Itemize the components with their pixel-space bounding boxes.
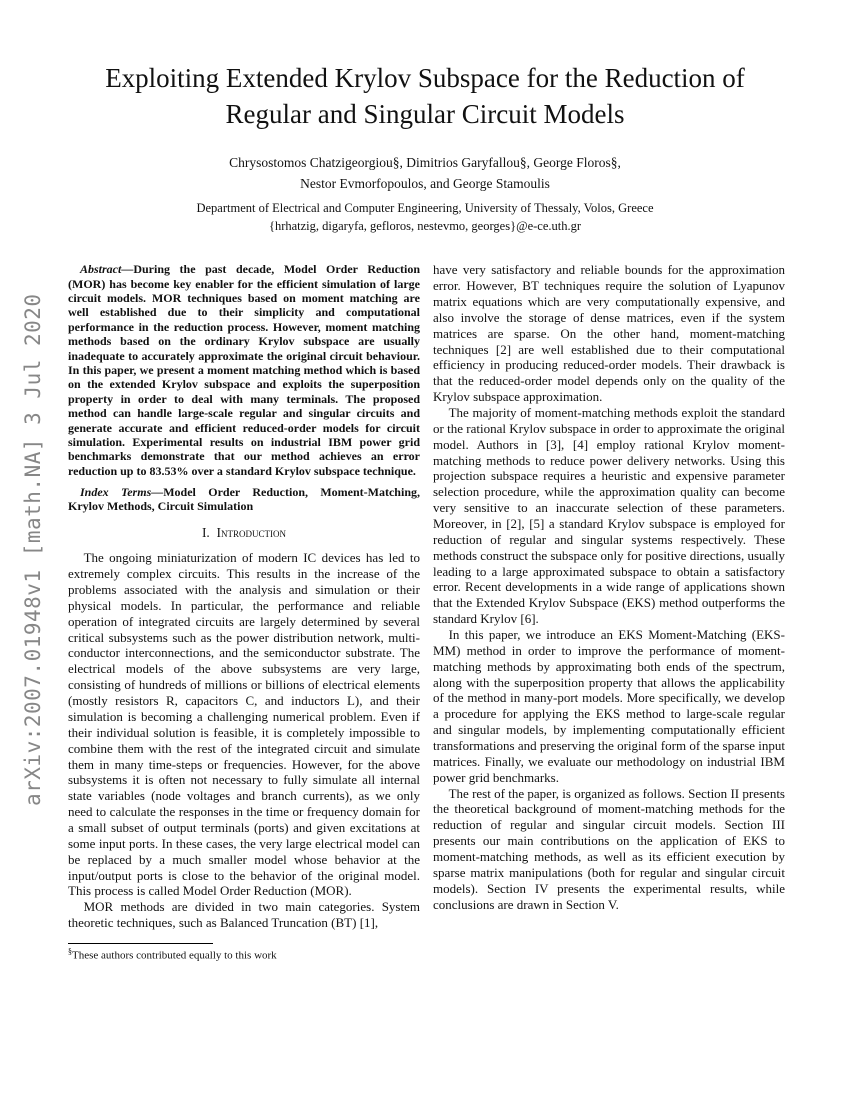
two-column-body — [0, 236, 850, 963]
arxiv-watermark: arXiv:2007.01948v1 [math.NA] 3 Jul 2020 — [21, 293, 45, 807]
index-terms — [68, 485, 420, 514]
abstract-text: During the past decade, Model Order Reduction (MOR) has become key enabler for the efficient simulation of large circuit models. MOR techniques based on moment matching are well established due to their simplicity and computational performance in the reduction process. However, moment matching methods based on the ordinary Krylov subspace are usually inadequate to accurately approximate the original circuit behaviour. In this paper, we present a moment matching method which is based on the extended Krylov subspace and exploits the superposition property in order to deal with many terminals. The proposed method can handle large-scale regular and singular circuits and generate accurate and efficient reduced-order models for circuit simulation. Experimental results on industrial IBM power grid benchmarks demonstrate that our method achieves an error reduction up to 83.53% over a standard Krylov subspace technique. — [68, 262, 420, 478]
right-paragraph-4: The rest of the paper, is organized as follows. Section II presents the theoretical background of moment-matching methods for the reduction of regular and singular circuit models. Section III presents our main contributions on the application of EKS to moment-matching methods, as well as its efficient execution by sparse matrix manipulations (both for regular and singular circuit models). Section IV presents the experimental results, while conclusions are drawn in Section V. — [433, 785, 785, 912]
index-terms-text: Model Order Reduction, Moment-Matching, Krylov Methods, Circuit Simulation — [68, 485, 420, 514]
index-terms-lead: Index Terms— — [80, 485, 164, 500]
footnote-text: These authors contributed equally to this work — [72, 949, 277, 962]
right-paragraph-2: The majority of moment-matching methods exploit the standard or the rational Krylov subspace in order to approximate the original model. Authors in [3], [4] employ rational Krylov moment-matching methods to reduce power delivery networks. Using this projection subspace requires a heuristic and expensive parameter selection procedure, while the approximation quality can become very sensitive to an inaccurate selection of these parameters. Moreover, in [2], [5] a standard Krylov subspace is employed for reduction of regular and singular systems respectively. These methods construct the subspace only for positive directions, usually leading to a large approximated subspace to obtain a satisfactory error. Recent developments in a wide range of applications shown that the Extended Krylov Subspace (EKS) method outperforms the standard Krylov [6]. — [433, 404, 786, 627]
footnote-marker: § — [68, 946, 72, 956]
affiliation: Department of Electrical and Computer Engineering, University of Thessaly, Volos, Greece — [196, 200, 654, 215]
footnote-rule — [68, 943, 213, 944]
section-heading-introduction: I. Introduction — [201, 524, 287, 540]
author-block — [0, 153, 850, 195]
authors-line-2: Nestor Evmorfopoulos, and George Stamoulis — [300, 175, 550, 191]
authors-line-1: Chrysostomos Chatzigeorgiou§, Dimitrios Garyfallou§, George Floros§, — [229, 154, 621, 170]
right-column — [433, 262, 785, 963]
right-paragraph-3: In this paper, we introduce an EKS Moment-Matching (EKS-MM) method in order to improve the performance of moment-matching methods by approximating both ends of the spectrum, along with the superposition property that allows the applicability of the method in many-port models. More specifically, we develop a procedure for applying the EKS method to large-scale regular and singular models, by implementing computationally efficient transformations and preserving the original form of the sparse input matrices. Finally, we evaluate our methodology on industrial IBM power grid benchmarks. — [433, 626, 785, 785]
paper-title: Exploiting Extended Krylov Subspace for the Reduction of Regular and Singular Circuit Models — [105, 63, 745, 130]
footnote — [68, 947, 420, 963]
intro-paragraph-2: MOR methods are divided in two main categories. System theoretic techniques, such as Balanced Truncation (BT) [1], — [68, 899, 420, 931]
intro-paragraph-1: The ongoing miniaturization of modern IC devices has led to extremely complex circuits. This results in the increase of the problems associated with the analysis and simulation or their physical models. In particular, the performance and reliable operation of integrated circuits are largely determined by several critical subsystems such as the power distribution network, multi-conductor interconnections, and the semiconductor substrate. The electrical models of the above subsystems are very large, consisting of hundreds of millions or billions of electrical elements (mostly resistors R, capacitors C, and inductors L), and their simulation is becoming a challenging numerical problem. Even if their individual solution is feasible, it is completely impossible to combine them with the rest of the integrated circuit and simulate them in many time-steps or frequencies. However, for the above subsystems it is often not necessary to fully simulate all internal state variables (node voltages and branch currents), as we only need to calculate the responses in the time or frequency domain for a small subset of output terminals (ports) and given excitations at some input ports. In these cases, the very large electrical model can be replaced by a much smaller model whose behavior at the input/output ports is close to the behavior of the original model. This process is called Model Order Reduction (MOR). — [68, 550, 420, 899]
abstract-lead: Abstract— — [80, 262, 134, 277]
right-paragraph-1: have very satisfactory and reliable bounds for the approximation error. However, BT techniques require the solution of Lyapunov matrix equations which are very computationally expensive, and also involve the storage of dense matrices, even if the system matrices are sparse. On the other hand, moment-matching techniques [2] are well established due to their computational efficiency in producing reduced-order models. Their drawback is that the reduced-order model depends only on the quality of the Krylov subspace approximation. — [433, 262, 785, 405]
left-column — [68, 262, 420, 963]
email-line: {hrhatzig, digaryfa, gefloros, nestevmo, georges}@e-ce.uth.gr — [268, 219, 582, 234]
abstract — [68, 262, 420, 478]
